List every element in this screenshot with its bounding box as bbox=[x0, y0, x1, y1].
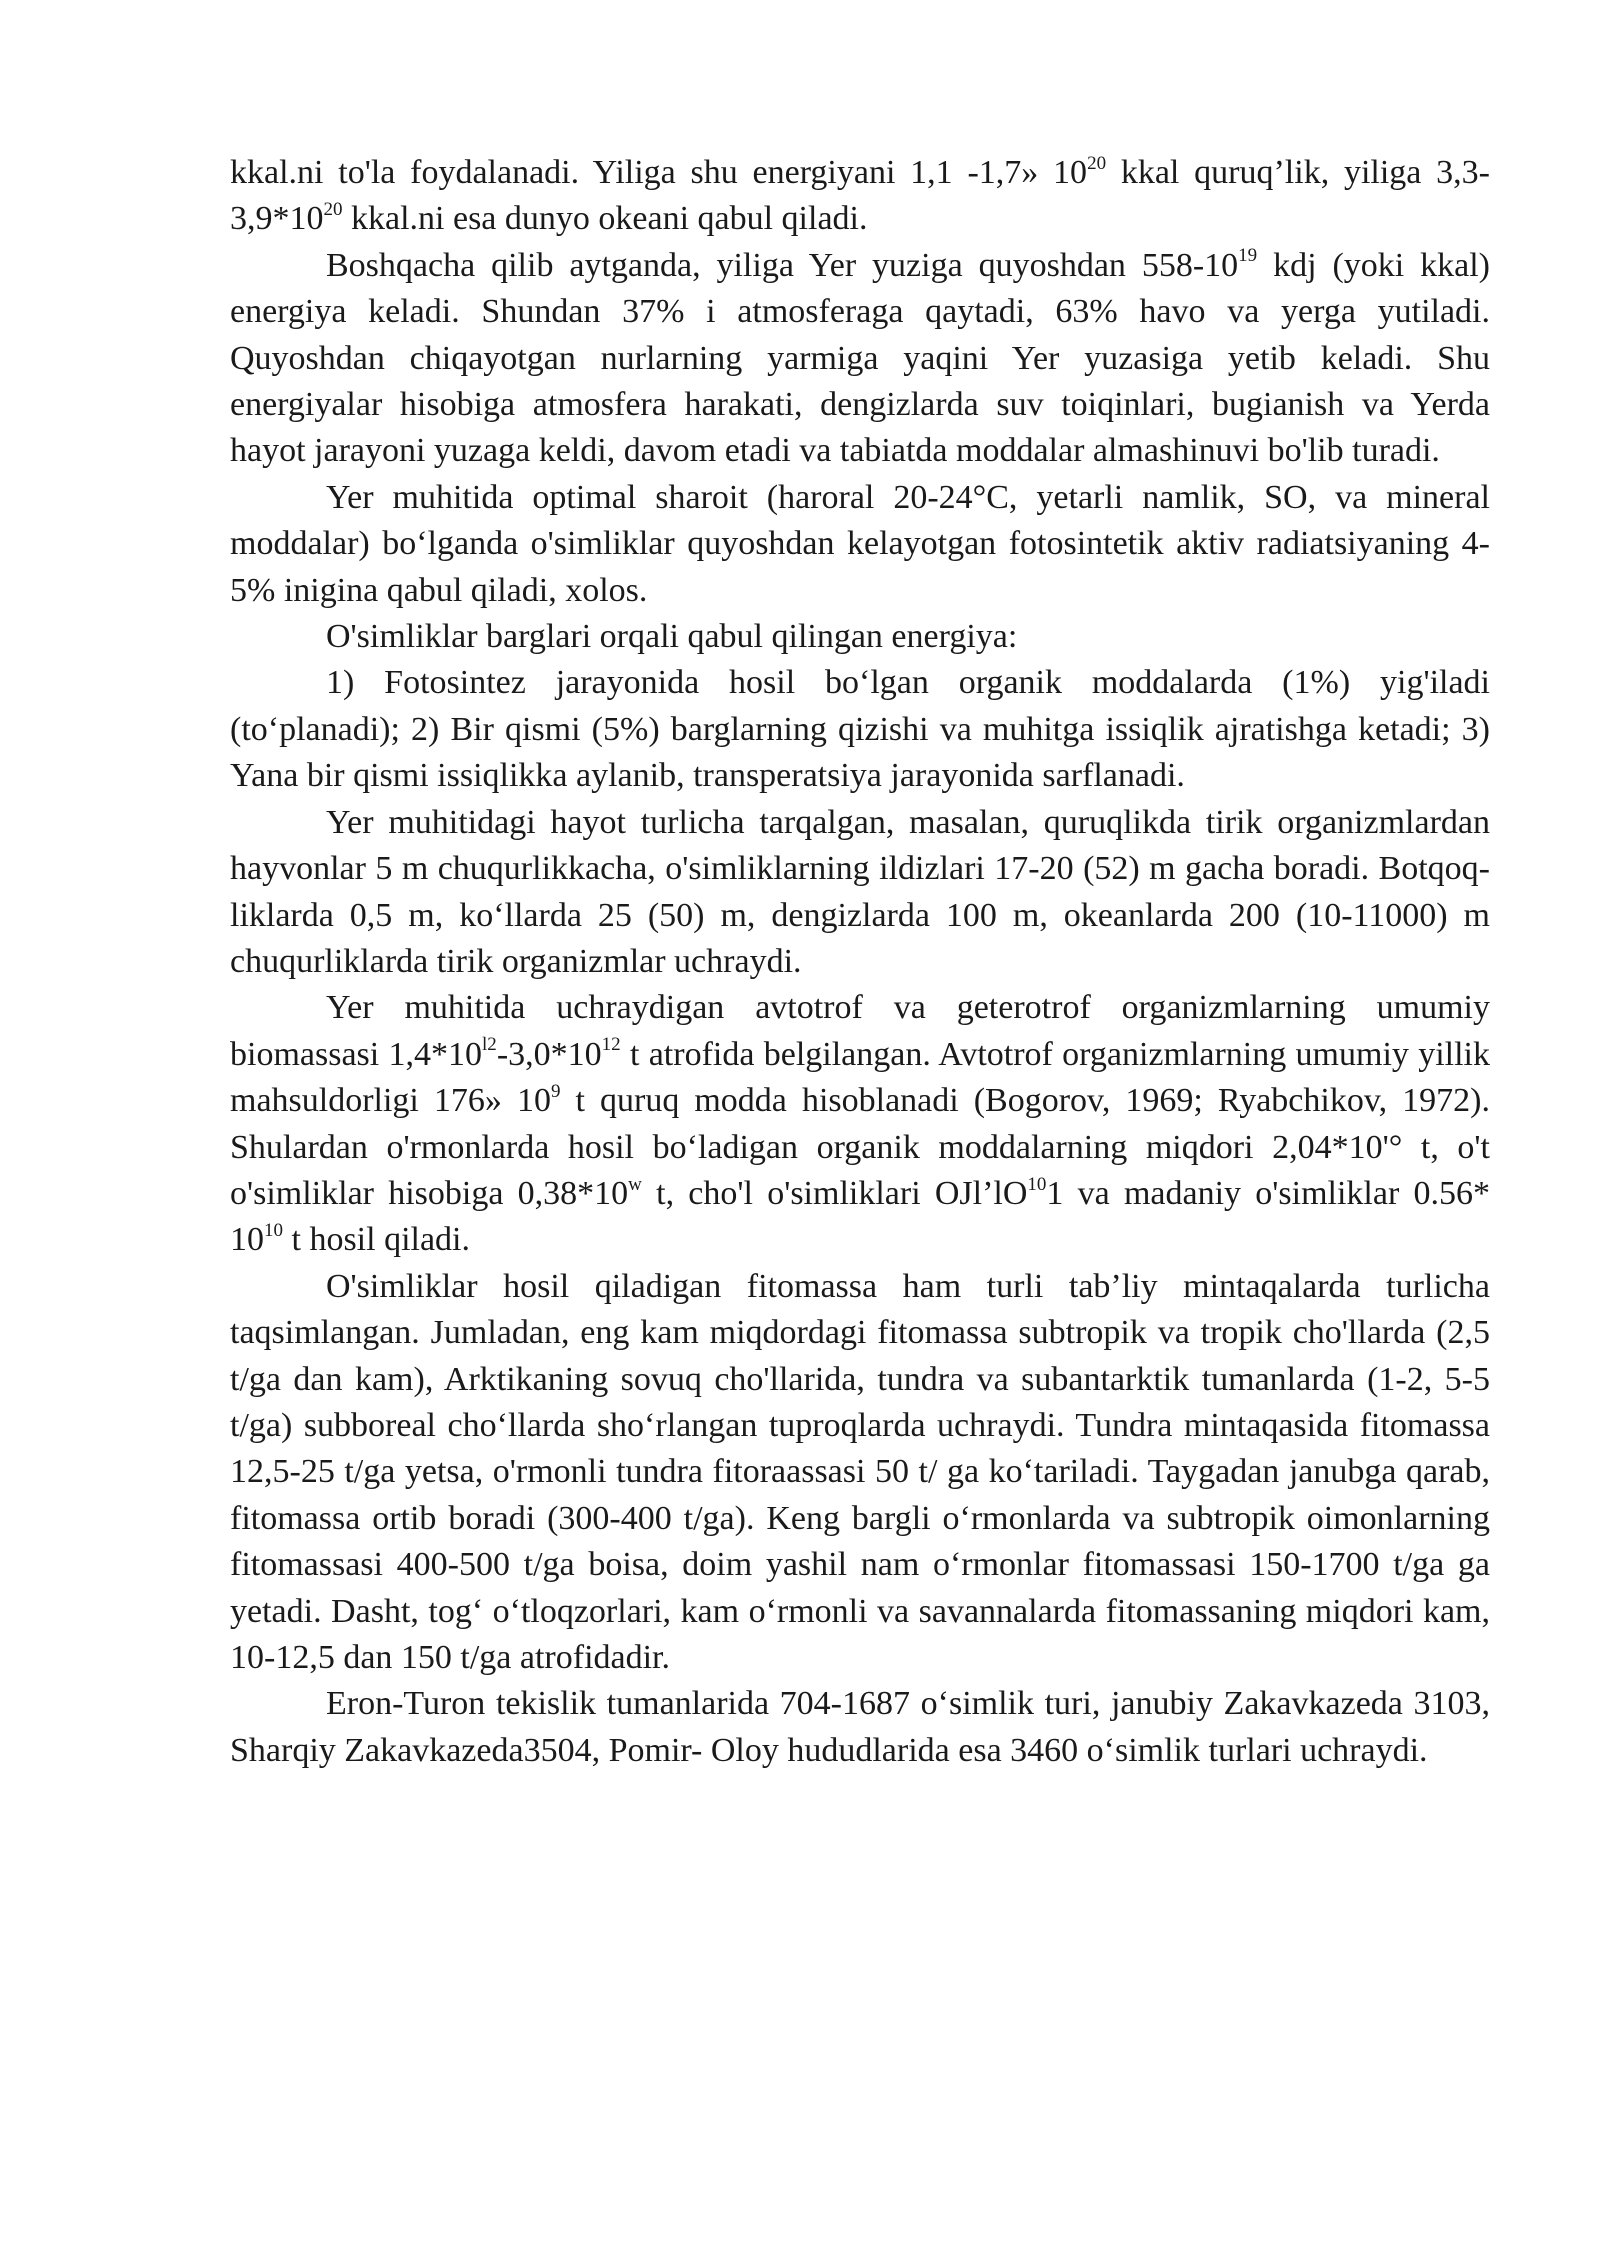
text-run: t, cho'l o'simliklari OJl’lO bbox=[641, 1174, 1028, 1212]
exponent: 9 bbox=[550, 1080, 561, 1102]
paragraph-9: Eron-Turon tekislik tumanlarida 704-1687 o‘simlik turi, janubiy Zakavkazeda 3103, Sharqiy Zakavkazeda3504, Pomir- Oloy hududlarida esa 3460 o‘simlik turlari uchraydi. bbox=[230, 1685, 1490, 1769]
text-run: t hosil qiladi. bbox=[283, 1221, 470, 1259]
exponent: 10 bbox=[1027, 1173, 1047, 1195]
paragraph-5: 1) Fotosintez jarayonida hosil bo‘lgan organik moddalarda (1%) yig'iladi (to‘planadi); 2) Bir qismi (5%) barglarning qizishi va muhitga issiqlik ajratishga ketadi; 3) Yana bir qismi issiqlikka aylanib, transperatsiya jarayonida sarflanadi. bbox=[230, 664, 1490, 795]
paragraph-8: O'simliklar hosil qiladigan fitomassa ham turli tab’liy mintaqalarda turlicha taqsimlangan. Jumladan, eng kam miqdordagi fitomassa subtropik va tropik cho'llarda (2,5 t/ga dan kam), Arktikaning sovuq cho'llarida, tundra va subantarktik tumanlarda (1-2, 5-5 t/ga) subboreal cho‘llarda sho‘rlangan tuproqlarda uchraydi. Tundra mintaqasida fitomassa 12,5-25 t/ga yetsa, o'rmonli tundra fitoraassasi 50 t/ ga ko‘tariladi. Taygadan janubga qarab, fitomassa ortib boradi (300-400 t/ga). Keng bargli o‘rmonlarda va subtropik oimonlarning fitomassasi 400-500 t/ga boisa, doim yashil nam o‘rmonlar fitomassasi 150-1700 t/ga ga yetadi. Dasht, tog‘ o‘tloqzorlari, kam o‘rmonli va savannalarda fitomassaning miqdori kam, 10-12,5 dan 150 t/ga atrofidadir. bbox=[230, 1267, 1490, 1676]
text-run: 1 va madaniy o'simliklar 0.56* 10 bbox=[230, 1174, 1490, 1259]
text-run: Yer muhitida uchraydigan avtotrof va geterotrof organizmlarning umumiy biomassasi 1,4*10 bbox=[230, 989, 1490, 1073]
paragraph-3: Yer muhitida optimal sharoit (haroral 20-24°C, yetarli namlik, SO, va mineral moddalar) bo‘lganda o'simliklar quyoshdan kelayotgan fotosintetik aktiv radiatsiyaning 4-5% inigina qabul qiladi, xolos. bbox=[230, 478, 1490, 609]
text-run: kdj (yoki kkal) energiya keladi. Shundan 37% i atmosferaga qaytadi, 63% havo va yerga yutiladi. Quyoshdan chiqayotgan nurlarning yarmiga yaqini Yer yuzasiga yetib keladi. Shu energiyalar hisobiga atmosfera harakati, dengizlarda suv toiqinlari, bugianish va Yerda hayot jarayoni yuzaga keldi, davom etadi va tabiatda moddalar almashinuvi bo'lib turadi. bbox=[230, 246, 1490, 470]
paragraph-7 bbox=[230, 985, 1490, 1263]
exponent: w bbox=[628, 1173, 642, 1195]
text-run: kkal quruq’lik, yiliga 3,3-3,9*10 bbox=[230, 154, 1490, 238]
text-run: -3,0*10 bbox=[496, 1035, 602, 1073]
text-run: t quruq modda hisoblanadi (Bogorov, 1969; Ryabchikov, 1972). Shulardan o'rmonlarda hosil bo‘ladigan organik moddalarning miqdori 2,04*10'° t, o't o'simliklar hisobiga 0,38*10 bbox=[230, 1082, 1490, 1212]
text-run: t atrofida belgilangan. Avtotrof organizmlarning umumiy yillik mahsuldorligi 176» 10 bbox=[230, 1035, 1490, 1120]
exponent: 19 bbox=[1238, 245, 1258, 267]
text-run: Boshqacha qilib aytganda, yiliga Yer yuziga quyoshdan 558-10 bbox=[326, 246, 1239, 284]
paragraph-6: Yer muhitidagi hayot turlicha tarqalgan, masalan, quruqlikda tirik organizmlardan hayvonlar 5 m chuqurlikkacha, o'simliklarning ildizlari 17-20 (52) m gacha boradi. Botqoq- liklarda 0,5 m, ko‘llarda 25 (50) m, dengizlarda 100 m, okeanlarda 200 (10-11000) m chuqurliklarda tirik organizmlar uchraydi. bbox=[230, 803, 1490, 980]
paragraph-2 bbox=[230, 243, 1490, 475]
exponent: 20 bbox=[1087, 152, 1107, 174]
text-run: kkal.ni to'la foydalanadi. Yiliga shu energiyani 1,1 -1,7» 10 bbox=[230, 154, 1088, 191]
exponent: 12 bbox=[601, 1034, 621, 1056]
paragraph-4: O'simliklar barglari orqali qabul qilingan energiya: bbox=[326, 618, 1018, 656]
paragraph-1 bbox=[230, 150, 1490, 243]
exponent: 20 bbox=[323, 199, 343, 221]
document-page bbox=[230, 150, 1490, 1774]
exponent: l2 bbox=[482, 1034, 497, 1056]
exponent: 10 bbox=[264, 1220, 283, 1242]
text-run: kkal.ni esa dunyo okeani qabul qiladi. bbox=[342, 200, 868, 238]
